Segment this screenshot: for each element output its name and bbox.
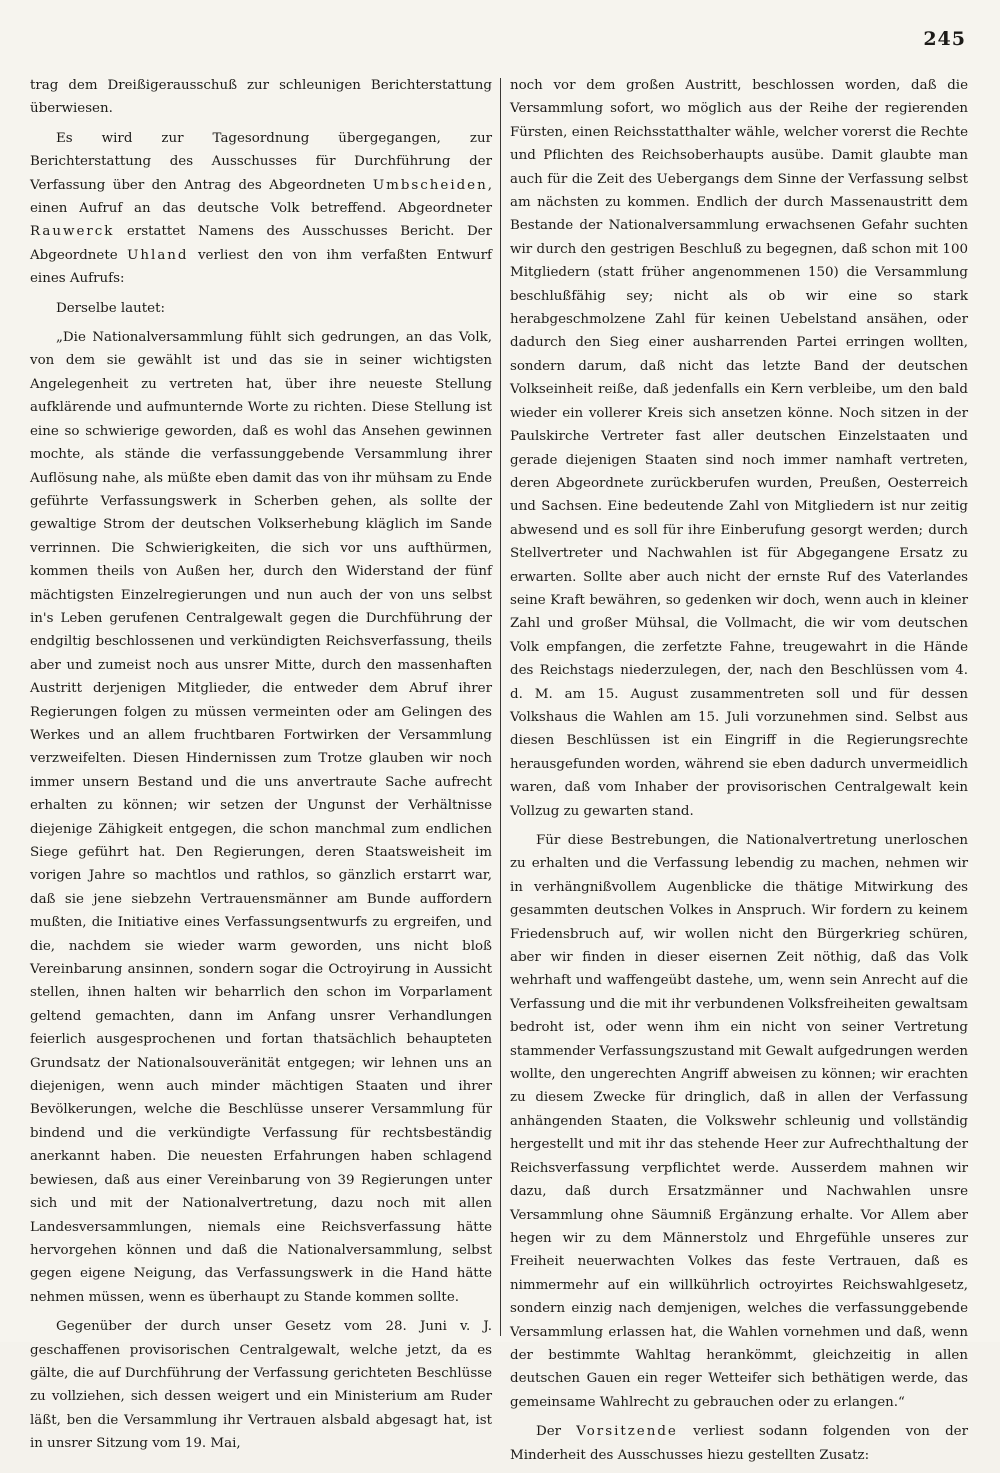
text-run: erstattet Namens des Ausschusses Bericht. Der Abgeordnete — [30, 224, 492, 263]
paragraph: Derselbe lautet: — [56, 300, 165, 316]
speaker-name: Uhland — [127, 247, 189, 263]
text-run: , einen Aufruf an das deutsche Volk betreffend. Abgeordneter — [30, 177, 492, 217]
page-number: 245 — [923, 28, 966, 50]
speaker-name: Umbscheiden — [372, 177, 488, 193]
paragraph — [30, 127, 492, 291]
paragraph: noch vor dem großen Austritt, beschlossen worden, daß die Versammlung sofort, wo möglich aus der Reihe der regierenden Fürsten, einen Reichsstatthalter wähle, welcher vorerst die Rechte und Pflichten des Reichsoberhaupts ausübe. Damit glaubte man auch für die Zeit des Uebergangs dem Sinne der Verfassung selbst am nächsten zu kommen. Endlich der durch Massenaustritt dem Bestande der Nationalversammlung erwachsenen Gefahr suchten wir durch den gestrigen Beschluß zu begegnen, daß schon mit 100 Mitgliedern (statt früher angenommenen 150) die Versammlung beschlußfähig sey; nicht als ob wir eine so stark herabgeschmolzene Zahl für keinen Uebelstand ansähen, oder dadurch den Sieg einer ausharrenden Partei erringen wollten, sondern darum, daß nicht das letzte Band der deutschen Volkseinheit reiße, daß jedenfalls ein Kern verbleibe, um den bald wieder ein vollerer Kreis sich ansetzen könne. Noch sitzen in der Paulskirche Vertreter fast aller deutschen Einzelstaaten und gerade diejenigen Staaten sind noch immer namhaft vertreten, deren Abgeordnete zurückberufen wurden, Preußen, Oesterreich und Sachsen. Eine bedeutende Zahl von Mitgliedern ist nur zeitig abwesend und es soll für ihre Einberufung gesorgt werden; durch Stellvertreter und Nachwahlen ist für Abgegangene Ersatz zu erwarten. Sollte aber auch nicht der ernste Ruf des Vaterlandes seine Kraft bewähren, so gedenken wir doch, wenn auch in kleiner Zahl und großer Mühsal, die Vollmacht, die wir vom deutschen Volk empfangen, die zerfetzte Fahne, treugewahrt in die Hände des Reichstags niederzulegen, der, nach den Beschlüssen vom 4. d. M. am 15. August zusammentreten soll und für dessen Volkshaus die Wahlen am 15. Juli vorzunehmen sind. Selbst aus diesen Beschlüssen ist ein Eingriff in die Regierungsrechte herausgefunden worden, während sie eben dadurch unvermeidlich waren, daß vom Inhaber der provisorischen Centralgewalt kein Vollzug zu gewarten stand. — [510, 78, 968, 819]
right-column — [510, 74, 968, 1473]
text-run: verliest den von ihm verfaßten Entwurf eines Aufrufs: — [30, 247, 492, 287]
speaker-name: Vorsitzende — [576, 1424, 678, 1440]
paragraph: Gegenüber der durch unser Gesetz vom 28. Juni v. J. geschaffenen provisorischen Centralgewalt, welche jetzt, da es gälte, die auf Durchführung der Verfassung gerichteten Beschlüsse zu vollziehen, sich dessen weigert und ein Ministerium am Ruder läßt, ben die Versammlung ihr Vertrauen alsbald abgesagt hat, ist in unsrer Sitzung vom 19. Mai, — [30, 1319, 492, 1452]
paragraph — [510, 1420, 968, 1467]
text-run: Es wird zur Tagesordnung übergegangen, zur Berichterstattung des Ausschusses für Durchführung der Verfassung über den Antrag des Abgeordneten — [30, 130, 492, 193]
column-divider — [500, 78, 501, 1336]
text-run: Der — [536, 1424, 577, 1440]
paragraph: trag dem Dreißigerausschuß zur schleunigen Berichterstattung überwiesen. — [30, 78, 492, 117]
paragraph: Für diese Bestrebungen, die Nationalvertretung unerloschen zu erhalten und die Verfassung lebendig zu machen, nehmen wir in verhängnißvollem Augenblicke die thätige Mitwirkung des gesammten deutschen Volkes in Anspruch. Wir fordern zu keinem Friedensbruch auf, wir wollen nicht den Bürgerkrieg schüren, aber wir finden in dieser eisernen Zeit nöthig, daß das Volk wehrhaft und waffengeübt dastehe, um, wenn sein Anrecht auf die Verfassung und die mit ihr verbundenen Volksfreiheiten gewaltsam bedroht ist, oder wenn ihm ein nicht von seiner Vertretung stammender Verfassungszustand mit Gewalt aufgedrungen werden wollte, den ungerechten Angriff abweisen zu können; wir erachten zu diesem Zwecke für dringlich, daß in allen der Verfassung anhängenden Staaten, die Volkswehr schleunig und vollständig hergestellt und mit ihr das stehende Heer zur Aufrechthaltung der Reichsverfassung verpflichtet werde. Ausserdem mahnen wir dazu, daß durch Ersatzmänner und Nachwahlen unsre Versammlung ohne Säumniß Ergänzung erhalte. Vor Allem aber hegen wir zu dem Männerstolz und Ehrgefühle unseres zur Freiheit neuerwachten Volkes das feste Vertrauen, daß es nimmermehr auf ein willkührlich octroyirtes Reichswahlgesetz, sondern einzig nach demjenigen, welches die verfassunggebende Versammlung erlassen hat, die Wahlen vornehmen und daß, wenn der bestimmte Wahltag herankömmt, gleichzeitig in allen deutschen Gauen ein reger Wetteifer sich bethätigen werde, das gemeinsame Wahlrecht zu gebrauchen oder zu erlangen.“ — [510, 833, 969, 1410]
left-column — [30, 74, 492, 1462]
paragraph: „Die Nationalversammlung fühlt sich gedrungen, an das Volk, von dem sie gewählt ist und das sie in seiner wichtigsten Angelegenheit zu vertreten hat, über ihre neueste Stellung aufklärende und aufmunternde Worte zu richten. Diese Stellung ist eine so schwierige geworden, daß es wohl das Ansehen gewinnen mochte, als stände die verfassunggebende Versammlung ihrer Auflösung nahe, als müßte eben damit das von ihr mühsam zu Ende geführte Verfassungswerk in Scherben gehen, als sollte der gewaltige Strom der deutschen Volkserhebung kläglich im Sande verrinnen. Die Schwierigkeiten, die sich vor uns aufthürmen, kommen theils von Außen her, durch den Widerstand der fünf mächtigsten Einzelregierungen und nun auch der von uns selbst in's Leben gerufenen Centralgewalt gegen die Durchführung der endgiltig beschlossenen und verkündigten Reichsverfassung, theils aber und zumeist noch aus unsrer Mitte, durch den massenhaften Austritt derjenigen Mitglieder, die entweder dem Abruf ihrer Regierungen folgen zu müssen vermeinten oder am Gelingen des Werkes und an allem fruchtbaren Fortwirken der Versammlung verzweifelten. Diesen Hindernissen zum Trotze glauben wir noch immer unsern Bestand und die uns anvertraute Sache aufrecht erhalten zu können; wir setzen der Ungunst der Verhältnisse diejenige Zähigkeit entgegen, die schon manchmal zum endlichen Siege geführt hat. Den Regierungen, deren Staatsweisheit im vorigen Jahre so machtlos und rathlos, so gänzlich erstarrt war, daß sie jene siebzehn Vertrauensmänner am Bunde auffordern mußten, die Initiative eines Verfassungsentwurfs zu ergreifen, und die, nachdem sie wieder warm geworden, uns nicht bloß Vereinbarung ansinnen, sondern sogar die Octroyirung in Aussicht stellen, ihnen halten wir beharrlich den schon im Vorparlament geltend gemachten, dann im Anfang unsrer Verhandlungen feierlich ausgesprochenen und fortan thatsächlich behaupteten Grundsatz der Nationalsouveränität entgegen; wir lehnen uns an diejenigen, wenn auch minder mächtigen Staaten und ihrer Bevölkerungen, welche die Beschlüsse unserer Versammlung für bindend und die verkündigte Verfassung für rechtsbeständig anerkannt haben. Die neuesten Erfahrungen haben schlagend bewiesen, daß aus einer Vereinbarung von 39 Regierungen unter sich und mit der Nationalvertretung, dazu noch mit allen Landesversammlungen, niemals eine Reichsverfassung hätte hervorgehen können und daß die Nationalversammlung, selbst gegen eigene Neigung, das Verfassungswerk in die Hand hätte nehmen müssen, wenn es überhaupt zu Stande kommen sollte. — [30, 330, 492, 1305]
text-run: verliest sodann folgenden von der Minderheit des Ausschusses hiezu gestellten Zusatz: — [510, 1424, 969, 1463]
speaker-name: Rauwerck — [30, 224, 115, 240]
